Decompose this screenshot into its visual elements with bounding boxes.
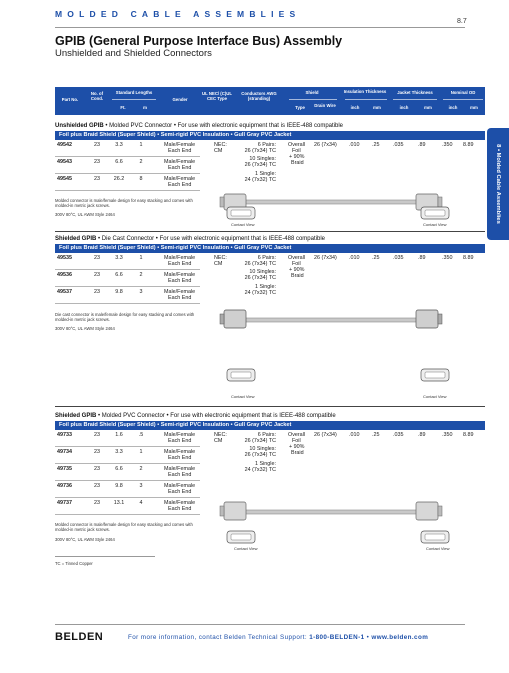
section-rating: 300V 80°C, UL AWM Style 2464 — [55, 212, 115, 217]
gender-each-end: Each End — [168, 261, 192, 267]
connector-contact-view — [420, 530, 450, 544]
part-number: 49734 — [57, 449, 72, 455]
shield-type: Foil — [292, 261, 301, 267]
website-link[interactable]: www.belden.com — [371, 634, 429, 641]
length-m: 4 — [139, 500, 143, 506]
gender-each-end: Each End — [168, 489, 192, 495]
section-note: Molded connector is male/female design for easy stacking and comes with molded-in metric jack screws. — [55, 522, 193, 532]
length-m: 2 — [139, 159, 143, 165]
row-rule — [55, 463, 200, 464]
footnote-rule — [55, 556, 155, 557]
gender-each-end: Each End — [168, 455, 192, 461]
divider — [289, 99, 337, 100]
section-rating: 300V 80°C, UL AWM Style 2464 — [55, 326, 115, 331]
length-ft: 6.6 — [115, 272, 123, 278]
length-ft: 6.6 — [115, 466, 123, 472]
shield-type: Foil — [292, 148, 301, 154]
col-ins-inch: inch — [350, 105, 360, 110]
jacket-inch: .035 — [393, 432, 404, 438]
gender-each-end: Each End — [168, 506, 192, 512]
single-label: 1 Single: — [255, 171, 276, 177]
insulation-inch: .010 — [349, 432, 360, 438]
length-m: 8 — [139, 176, 143, 182]
shield-type: + 90% — [289, 267, 305, 273]
contact-view-caption: Contact View — [423, 394, 447, 399]
single-label: 1 Single: — [255, 461, 276, 467]
gender: Male/Female — [164, 466, 196, 472]
connector-contact-view — [420, 206, 450, 220]
row-rule — [55, 190, 200, 191]
row-rule — [55, 156, 200, 157]
length-m: 1 — [139, 255, 143, 261]
part-number: 49736 — [57, 483, 72, 489]
col-ul-nec: UL NEC/ (C)UL CEC Type — [202, 91, 232, 101]
divider — [345, 99, 387, 100]
section-note: Die cast connector is male/female design for easy stacking and comes with molded-in metric jack screws. — [55, 312, 195, 322]
section-bar: Foil plus Braid Shield (Super Shield) • Semi-rigid PVC Insulation • Gull Gray PVC Jacket — [55, 244, 485, 253]
length-ft: 3.3 — [115, 449, 123, 455]
row-rule — [55, 269, 200, 270]
gender: Male/Female — [164, 483, 196, 489]
singles-label: 10 Singles: — [249, 446, 276, 452]
insulation-mm: .25 — [372, 142, 380, 148]
row-rule — [55, 480, 200, 481]
cond-count: 23 — [94, 483, 100, 489]
connector-contact-view — [226, 530, 256, 544]
insulation-mm: .25 — [372, 432, 380, 438]
jacket-inch: .035 — [393, 255, 404, 261]
section-title: Unshielded GPIB • Molded PVC Connector • For use with electronic equipment that is IEEE-488 compatible — [55, 123, 344, 129]
divider — [443, 99, 483, 100]
footer-rule — [55, 624, 465, 625]
gender-each-end: Each End — [168, 472, 192, 478]
connector-contact-view — [420, 368, 450, 382]
insulation-mm: .25 — [372, 255, 380, 261]
shield-type: Overall — [288, 142, 306, 148]
part-number: 49542 — [57, 142, 72, 148]
gender: Male/Female — [164, 500, 196, 506]
singles-label: 10 Singles: — [249, 156, 276, 162]
od-mm: 8.89 — [463, 432, 474, 438]
page-subtitle: Unshielded and Shielded Connectors — [55, 48, 212, 59]
jacket-mm: .89 — [418, 432, 426, 438]
part-number: 49737 — [57, 500, 72, 506]
gender: Male/Female — [164, 272, 196, 278]
col-no-of-cond: No. of Cond. — [90, 91, 104, 101]
gender-each-end: Each End — [168, 295, 192, 301]
shield-type: Overall — [288, 255, 306, 261]
col-od-mm: mm — [470, 105, 478, 110]
section-rule — [55, 231, 485, 232]
length-ft: 3.3 — [115, 142, 123, 148]
col-ft: Ft. — [120, 105, 126, 110]
gender-each-end: Each End — [168, 278, 192, 284]
row-rule — [55, 303, 200, 304]
page-title: GPIB (General Purpose Interface Bus) Assembly — [55, 34, 343, 48]
connector-contact-view — [226, 206, 256, 220]
length-m: 2 — [139, 466, 143, 472]
od-mm: 8.89 — [463, 142, 474, 148]
part-number: 49735 — [57, 466, 72, 472]
pairs-value: 26 (7x34) TC — [244, 148, 276, 154]
jacket-inch: .035 — [393, 142, 404, 148]
footer-contact: For more information, contact Belden Technical Support: 1-800-BELDEN-1 • www.belden.com — [128, 634, 429, 641]
insulation-inch: .010 — [349, 255, 360, 261]
part-number: 49733 — [57, 432, 72, 438]
shield-type: Braid — [291, 273, 304, 279]
contact-view-caption: Contact View — [426, 546, 450, 551]
jacket-mm: .89 — [418, 255, 426, 261]
length-m: 2 — [139, 272, 143, 278]
shield-type: + 90% — [289, 444, 305, 450]
ul-type-value: CM — [214, 148, 223, 154]
cond-count: 23 — [94, 255, 100, 261]
length-m: 3 — [139, 483, 143, 489]
gender-each-end: Each End — [168, 182, 192, 188]
contact-view-caption: Contact View — [423, 222, 447, 227]
od-mm: 8.89 — [463, 255, 474, 261]
cable-illustration — [218, 496, 468, 532]
col-nominal-od: Nominal OD — [450, 90, 476, 95]
singles-value: 26 (7x34) TC — [244, 162, 276, 168]
cond-count: 23 — [94, 500, 100, 506]
section-rating: 300V 80°C, UL AWM Style 2464 — [55, 537, 115, 542]
part-number: 49545 — [57, 176, 72, 182]
shield-type: Braid — [291, 160, 304, 166]
col-jkt-mm: mm — [424, 105, 432, 110]
tc-footnote: TC = Tinned Copper — [55, 561, 93, 566]
ul-type-value: CM — [214, 438, 223, 444]
gender-each-end: Each End — [168, 438, 192, 444]
cond-count: 23 — [94, 432, 100, 438]
length-ft: 9.8 — [115, 289, 123, 295]
gender: Male/Female — [164, 159, 196, 165]
single-value: 24 (7x32) TC — [244, 467, 276, 473]
gender: Male/Female — [164, 142, 196, 148]
section-note: Molded connector is male/female design for easy stacking and comes with molded-in metric jack screws. — [55, 198, 193, 208]
gender-each-end: Each End — [168, 165, 192, 171]
cond-count: 23 — [94, 142, 100, 148]
section-bar: Foil plus Braid Shield (Super Shield) • Semi-rigid PVC Insulation • Gull Gray PVC Jacket — [55, 421, 485, 430]
contact-view-caption: Contact View — [234, 546, 258, 551]
gender: Male/Female — [164, 289, 196, 295]
insulation-inch: .010 — [349, 142, 360, 148]
row-rule — [55, 497, 200, 498]
row-rule — [55, 514, 200, 515]
drain-wire: 26 (7x34) — [314, 142, 337, 148]
col-jacket: Jacket Thickness — [397, 90, 433, 95]
cond-count: 23 — [94, 289, 100, 295]
shield-type: Overall — [288, 432, 306, 438]
col-drain-wire: Drain Wire — [314, 103, 336, 108]
cable-illustration — [218, 304, 468, 340]
divider — [112, 99, 156, 100]
length-m: 1 — [139, 142, 143, 148]
pairs-label: 6 Pairs: — [257, 255, 276, 261]
belden-logo: BELDEN — [55, 631, 104, 643]
jacket-mm: .89 — [418, 142, 426, 148]
col-gender: Gender — [172, 97, 188, 102]
od-inch: .350 — [442, 432, 453, 438]
col-shield: Shield — [305, 90, 319, 95]
pairs-value: 26 (7x34) TC — [244, 438, 276, 444]
section-title: Shielded GPIB • Molded PVC Connector • For use with electronic equipment that is IEEE-488 compatible — [55, 413, 336, 419]
col-part-no: Part No. — [61, 97, 79, 102]
ul-type: NEC: — [214, 255, 227, 261]
length-m: .5 — [138, 432, 144, 438]
col-insulation: Insulation Thickness — [343, 89, 387, 94]
col-jkt-inch: inch — [399, 105, 409, 110]
shield-type: Braid — [291, 450, 304, 456]
cond-count: 23 — [94, 176, 100, 182]
pairs-label: 6 Pairs: — [257, 142, 276, 148]
single-value: 24 (7x32) TC — [244, 290, 276, 296]
shield-type: + 90% — [289, 154, 305, 160]
cond-count: 23 — [94, 466, 100, 472]
od-inch: .350 — [442, 142, 453, 148]
col-m: m — [143, 105, 147, 110]
length-m: 3 — [139, 289, 143, 295]
od-inch: .350 — [442, 255, 453, 261]
running-header: MOLDED CABLE ASSEMBLIES — [55, 9, 301, 19]
single-value: 24 (7x32) TC — [244, 177, 276, 183]
length-ft: 9.8 — [115, 483, 123, 489]
contact-view-caption: Contact View — [231, 394, 255, 399]
page-number: 8.7 — [457, 18, 467, 25]
pairs-value: 26 (7x34) TC — [244, 261, 276, 267]
side-tab-label: 8 • Molded Cable Assemblies — [495, 144, 501, 224]
ul-type: NEC: — [214, 142, 227, 148]
drain-wire: 26 (7x34) — [314, 255, 337, 261]
col-standard-lengths: Standard Lengths — [115, 90, 153, 95]
row-rule — [55, 446, 200, 447]
cond-count: 23 — [94, 272, 100, 278]
part-number: 49543 — [57, 159, 72, 165]
contact-view-caption: Contact View — [231, 222, 255, 227]
section-title: Shielded GPIB • Die Cast Connector • For use with electronic equipment that is IEEE-488 compatible — [55, 236, 325, 242]
drain-wire: 26 (7x34) — [314, 432, 337, 438]
singles-value: 26 (7x34) TC — [244, 452, 276, 458]
col-od-inch: inch — [448, 105, 458, 110]
section-rule — [55, 406, 485, 407]
ul-type-value: CM — [214, 261, 223, 267]
col-conductors: Conductors AWG (stranding) — [241, 91, 277, 101]
length-ft: 13.1 — [113, 500, 125, 506]
shield-type: Foil — [292, 438, 301, 444]
gender-each-end: Each End — [168, 148, 192, 154]
ul-type: NEC: — [214, 432, 227, 438]
length-ft: 26.2 — [113, 176, 125, 182]
gender: Male/Female — [164, 176, 196, 182]
row-rule — [55, 173, 200, 174]
col-shield-type: Type — [295, 105, 305, 110]
part-number: 49535 — [57, 255, 72, 261]
part-number: 49536 — [57, 272, 72, 278]
header-rule — [55, 27, 465, 28]
section-side-tab — [487, 128, 509, 240]
col-ins-mm: mm — [373, 105, 381, 110]
part-number: 49537 — [57, 289, 72, 295]
gender: Male/Female — [164, 449, 196, 455]
gender: Male/Female — [164, 432, 196, 438]
cond-count: 23 — [94, 159, 100, 165]
support-phone: 1-800-BELDEN-1 — [309, 634, 365, 641]
length-ft: 1.6 — [115, 432, 123, 438]
length-ft: 3.3 — [115, 255, 123, 261]
section-bar: Foil plus Braid Shield (Super Shield) • Semi-rigid PVC Insulation • Gull Gray PVC Jacket — [55, 131, 485, 140]
length-ft: 6.6 — [115, 159, 123, 165]
singles-value: 26 (7x34) TC — [244, 275, 276, 281]
row-rule — [55, 286, 200, 287]
pairs-label: 6 Pairs: — [257, 432, 276, 438]
connector-contact-view — [226, 368, 256, 382]
single-label: 1 Single: — [255, 284, 276, 290]
singles-label: 10 Singles: — [249, 269, 276, 275]
cond-count: 23 — [94, 449, 100, 455]
gender: Male/Female — [164, 255, 196, 261]
column-header — [55, 87, 485, 115]
divider — [393, 99, 437, 100]
length-m: 1 — [139, 449, 143, 455]
